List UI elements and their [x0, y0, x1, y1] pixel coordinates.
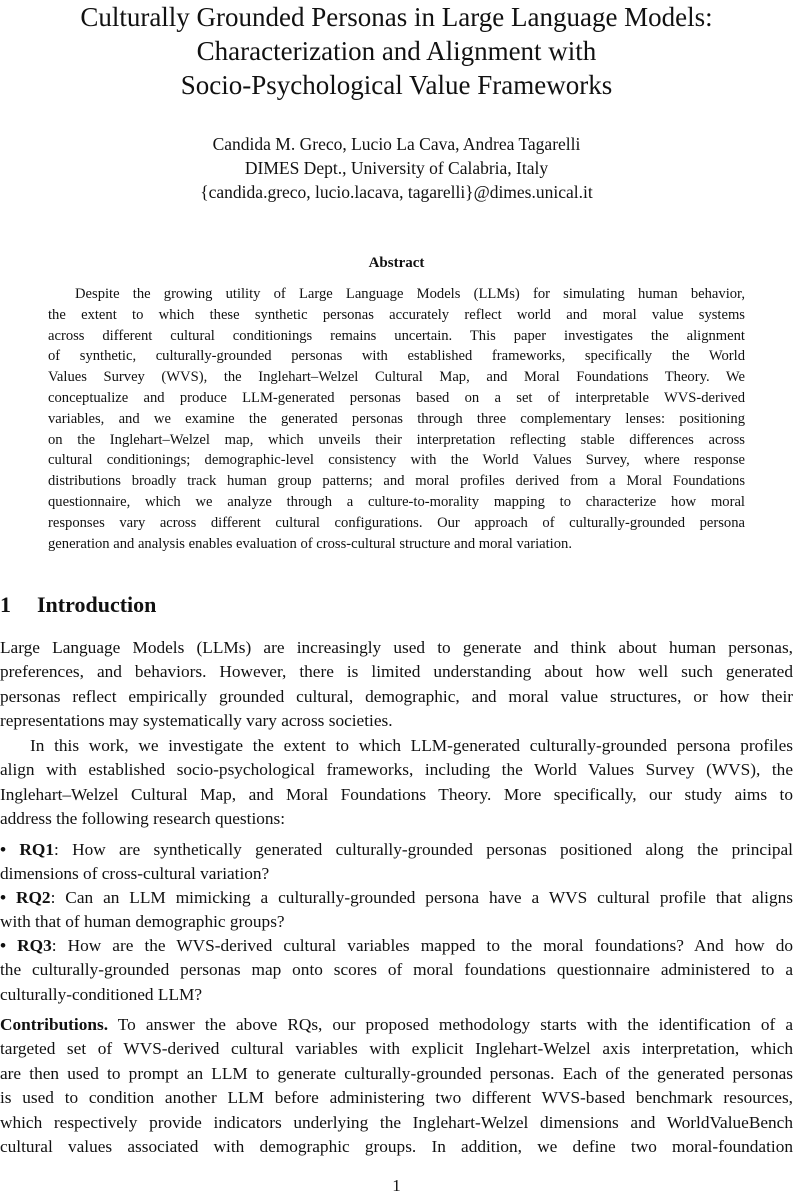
- body-line: with that of human demographic groups?: [0, 912, 285, 932]
- contributions-text: To answer the above RQs, our proposed methodology starts with the identification of a: [108, 1015, 793, 1034]
- abstract-line: across different cultural conditionings remains uncertain. This paper investigates the alignment: [48, 327, 745, 344]
- body-line: is used to condition another LLM before administering two different WVS-based benchmark resources,: [0, 1088, 793, 1108]
- abstract-line: questionnaire, which we analyze through a culture-to-morality mapping to characterize how moral: [48, 493, 745, 510]
- abstract-line: variables, and we examine the generated personas through three complementary lenses: positioning: [48, 410, 745, 427]
- body-line: dimensions of cross-cultural variation?: [0, 864, 270, 884]
- body-line: [0, 886, 793, 910]
- body-line: personas reflect empirically grounded cultural, demographic, and moral value structures, or how their: [0, 686, 793, 706]
- section-heading-introduction: [0, 592, 156, 618]
- rq-label: RQ1: [19, 840, 54, 859]
- title-line-1: Culturally Grounded Personas in Large Language Models:: [80, 2, 713, 32]
- body-line: In this work, we investigate the extent to which LLM-generated culturally-grounded persona profiles: [30, 736, 793, 755]
- abstract-body: [48, 284, 745, 554]
- abstract-line: conceptualize and produce LLM-generated personas based on a set of interpretable WVS-derived: [48, 389, 745, 406]
- rq-label: RQ2: [16, 888, 51, 907]
- body-line: are then used to prompt an LLM to generate culturally-grounded personas. Each of the generated personas: [0, 1063, 793, 1083]
- paper-title: [0, 0, 793, 102]
- abstract-line: responses vary across different cultural configurations. Our approach of culturally-grounded persona: [48, 514, 745, 531]
- rq-label: RQ3: [17, 936, 52, 955]
- body-line: [0, 934, 793, 958]
- author-block: [0, 132, 793, 204]
- body-line: address the following research questions:: [0, 809, 286, 829]
- research-question-3: [0, 934, 793, 1007]
- abstract-line: Despite the growing utility of Large Language Models (LLMs) for simulating human behavior,: [75, 286, 745, 302]
- rq-text: : How are synthetically generated culturally-grounded personas positioned along the principal: [53, 840, 793, 859]
- bullet-icon: •: [0, 936, 7, 955]
- body-line: representations may systematically vary across societies.: [0, 711, 393, 731]
- abstract-line: of synthetic, culturally-grounded personas with established frameworks, specifically the World: [48, 348, 745, 365]
- abstract-line: cultural conditionings; demographic-level consistency with the World Values Survey, where response: [48, 452, 745, 469]
- body-line: culturally-conditioned LLM?: [0, 984, 203, 1004]
- research-question-1: [0, 838, 793, 887]
- abstract-line: Values Survey (WVS), the Inglehart–Welzel Cultural Map, and Moral Foundations Theory. We: [48, 369, 745, 386]
- title-line-2: Characterization and Alignment with: [196, 36, 597, 66]
- research-question-2: [0, 886, 793, 935]
- abstract-line: distributions broadly track human group patterns; and moral profiles derived from a Moral Foundations: [48, 473, 745, 490]
- body-line: cultural values associated with demographic groups. In addition, we define two moral-foundation: [0, 1137, 793, 1157]
- body-line: which respectively provide indicators underlying the Inglehart-Welzel dimensions and WorldValueBench: [0, 1112, 793, 1132]
- title-line-3: Socio-Psychological Value Frameworks: [180, 70, 613, 100]
- contributions-label: Contributions.: [0, 1015, 109, 1034]
- rq-text: : Can an LLM mimicking a culturally-grounded persona have a WVS cultural profile that aligns: [50, 888, 793, 907]
- body-line: targeted set of WVS-derived cultural variables with explicit Inglehart-Welzel axis interpretation, which: [0, 1039, 793, 1059]
- body-line: align with established socio-psychological frameworks, including the World Values Survey (WVS), the: [0, 760, 793, 780]
- body-line: Large Language Models (LLMs) are increasingly used to generate and think about human personas,: [0, 638, 793, 657]
- author-affiliation: DIMES Dept., University of Calabria, Italy: [244, 158, 549, 178]
- page-number: 1: [392, 1176, 401, 1195]
- body-line: the culturally-grounded personas map onto scores of moral foundations questionnaire administered to a: [0, 960, 793, 980]
- body-line: Inglehart–Welzel Cultural Map, and Moral Foundations Theory. More specifically, our study aims to: [0, 784, 793, 804]
- intro-paragraph-2: [0, 734, 793, 832]
- body-line: preferences, and behaviors. However, there is limited understanding about how well such generated: [0, 662, 793, 682]
- abstract-heading: Abstract: [368, 255, 425, 271]
- body-line: [0, 838, 793, 862]
- section-title: Introduction: [37, 592, 157, 617]
- bullet-icon: •: [0, 888, 7, 907]
- abstract-line: the extent to which these synthetic personas accurately reflect world and moral value systems: [48, 306, 745, 323]
- section-number: 1: [0, 592, 11, 617]
- bullet-icon: •: [0, 840, 7, 859]
- rq-text: : How are the WVS-derived cultural variables mapped to the moral foundations? And how do: [51, 936, 793, 955]
- body-line: [0, 1013, 793, 1037]
- contributions-paragraph: [0, 1013, 793, 1159]
- abstract-line: on the Inglehart–Welzel map, which unveils their interpretation reflecting stable differences across: [48, 431, 745, 448]
- author-names: Candida M. Greco, Lucio La Cava, Andrea Tagarelli: [212, 134, 581, 154]
- intro-paragraph-1: [0, 636, 793, 734]
- abstract-line: generation and analysis enables evaluation of cross-cultural structure and moral variation.: [48, 535, 572, 552]
- author-emails: {candida.greco, lucio.lacava, tagarelli}@dimes.unical.it: [200, 182, 593, 202]
